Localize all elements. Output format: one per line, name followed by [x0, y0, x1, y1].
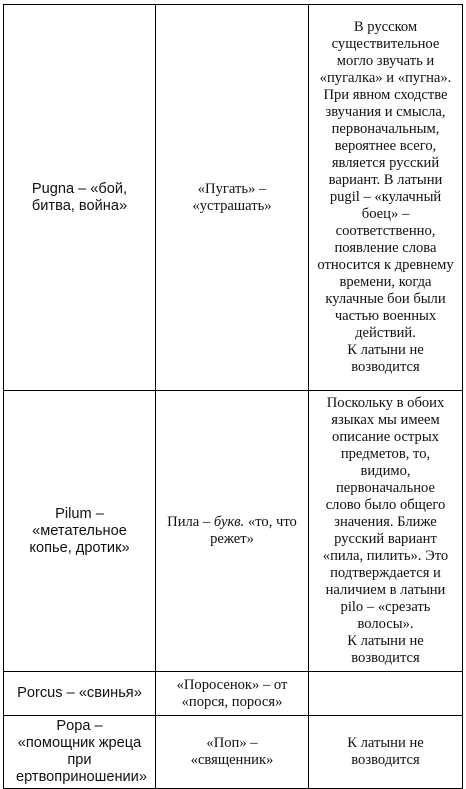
comment-text: В русском существительное могло звучать и «пугалка» и «пугна». При явном сходстве звучания и смысла, первоначальным, вероятнее всего, является русский вариант. В латыни pugil – «кулачный боец» – соответственно, появление слова относится к древнему времени, когда кулачные бои были частью военных действий. [317, 19, 454, 341]
comment-cell [309, 5, 463, 391]
table-row [4, 391, 463, 672]
table-row [4, 5, 463, 391]
latin-word: Pugna – «бой, битва, война» [31, 180, 128, 214]
comment-cell [309, 391, 463, 672]
russian-text: Пила – [167, 514, 214, 530]
russian-cell: «Пугать» – «устрашать» [156, 5, 309, 391]
latin-cell [4, 672, 156, 716]
latin-word: Porcus – «свинья» [17, 685, 142, 701]
etymology-table [3, 4, 463, 789]
latin-cell [4, 391, 156, 672]
latin-word: Popa – «помощник жреца при ертвоприношении» [16, 718, 147, 785]
russian-text: «то, что режет» [210, 514, 297, 547]
table-row [4, 716, 463, 789]
comment-text: Поскольку в обоих языках мы имеем описание острых предметов, то, видимо, первоначальное слово было общего значения. Ближе русский вариант «пила, пилить». Это подтверждается и наличием в латыни pilo – «срезать волосы». [322, 395, 449, 632]
russian-cell: «Поросенок» – от «порся, порося» [156, 672, 309, 716]
conclusion-text: К латыни не возводится [347, 633, 424, 666]
latin-cell [4, 716, 156, 789]
conclusion-text: К латыни не возводится [347, 342, 424, 375]
russian-cell [156, 391, 309, 672]
latin-word: Pilum – «метательное копье, дротик» [29, 505, 130, 556]
russian-abbrev: букв. [213, 514, 245, 530]
comment-cell: К латыни не возводится [309, 716, 463, 789]
table-row [4, 672, 463, 716]
latin-cell [4, 5, 156, 391]
comment-cell [309, 672, 463, 716]
russian-cell: «Поп» – «священник» [156, 716, 309, 789]
